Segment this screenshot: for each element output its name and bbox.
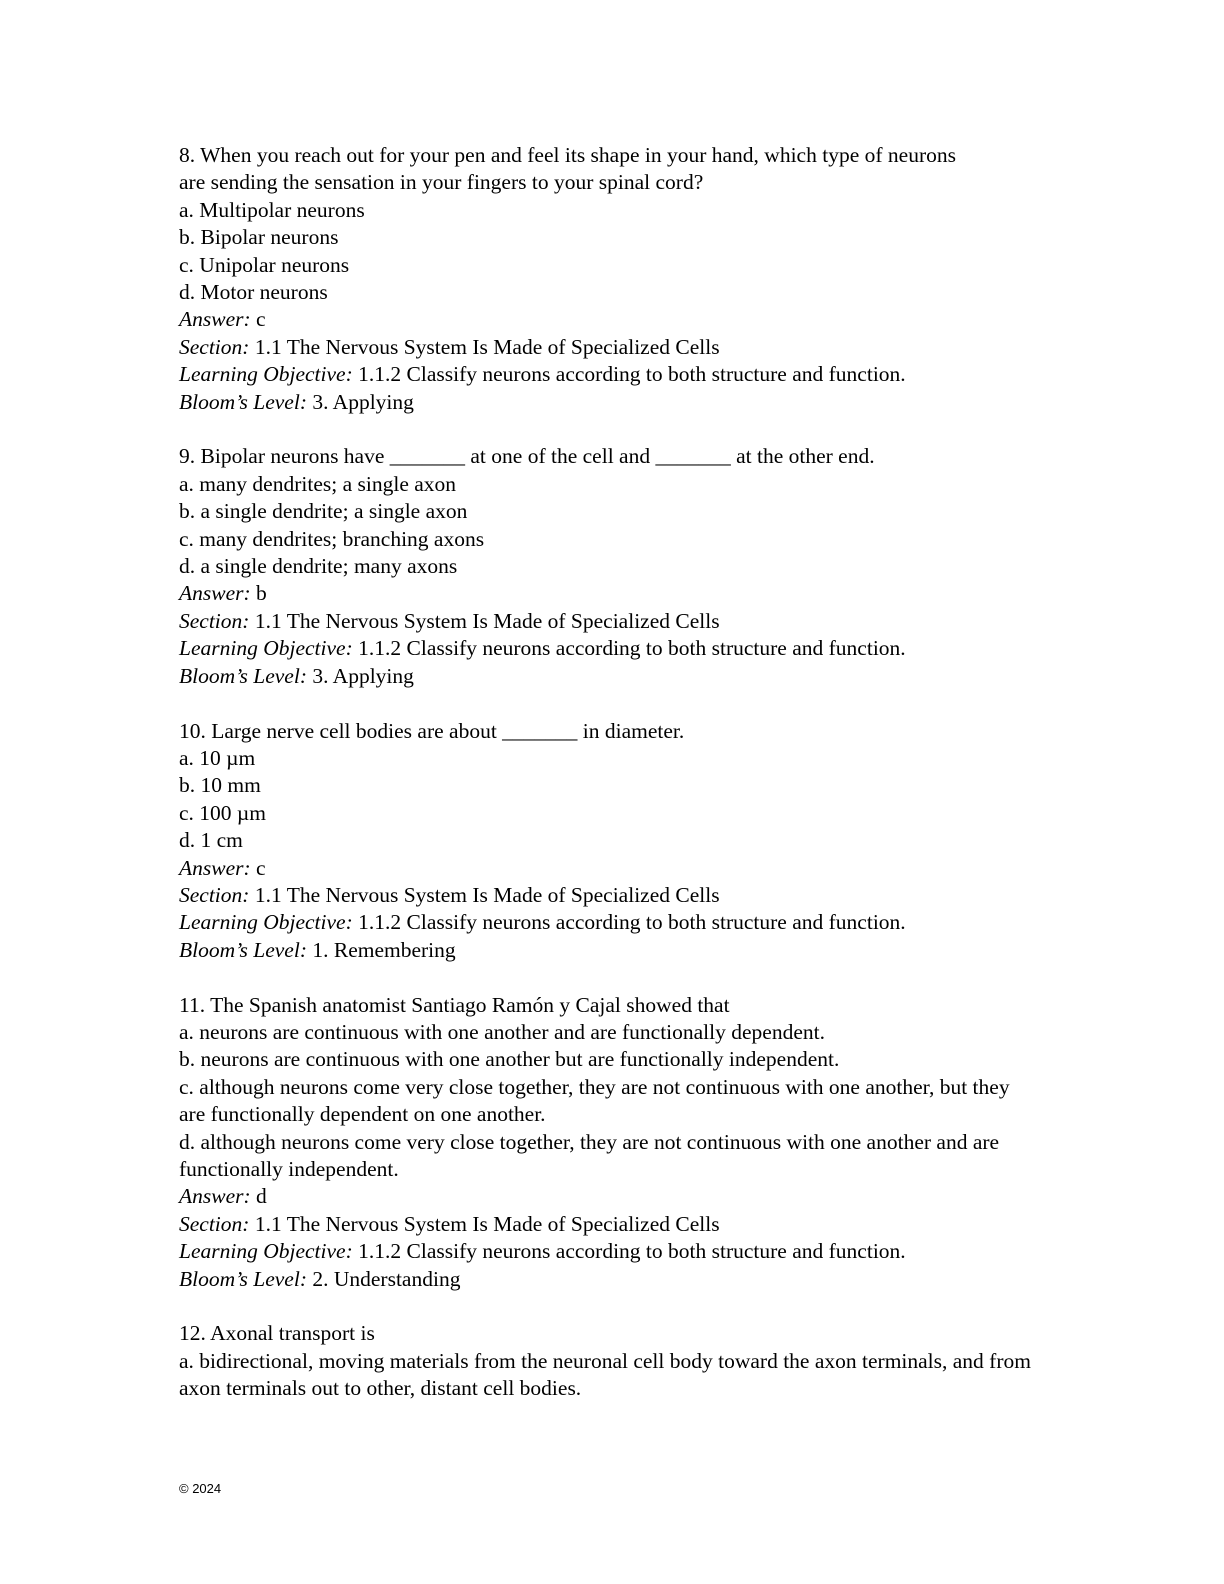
option-c: c. although neurons come very close together, they are not continuous with one another, but they are functionally dependent on one another.	[179, 1074, 1010, 1127]
option-d: d. although neurons come very close together, they are not continuous with one another and are functionally independent.	[179, 1129, 1000, 1181]
option-a: a. many dendrites; a single axon	[179, 471, 457, 496]
question-12	[179, 1320, 1049, 1402]
question-10	[179, 718, 1049, 965]
option-d: d. a single dendrite; many axons	[179, 554, 458, 579]
blooms-level-label: Bloom’s Level:	[179, 389, 307, 414]
section-row	[179, 882, 1049, 909]
option-d: d. Motor neurons	[179, 280, 328, 305]
section-value: 1.1 The Nervous System Is Made of Specialized Cells	[254, 608, 720, 633]
answer-value: d	[256, 1184, 267, 1209]
option-b: b. neurons are continuous with one another but are functionally independent.	[179, 1047, 840, 1072]
blooms-level-value: 1. Remembering	[312, 937, 456, 962]
question-stem: 10. Large nerve cell bodies are about _______ in diameter.	[179, 718, 685, 743]
learning-objective-label: Learning Objective:	[179, 1239, 353, 1264]
blooms-level-row	[179, 663, 1049, 690]
learning-objective-label: Learning Objective:	[179, 362, 353, 387]
copyright-footer: © 2024	[179, 1481, 222, 1496]
learning-objective-row	[179, 635, 1049, 662]
learning-objective-row	[179, 361, 1049, 388]
section-value: 1.1 The Nervous System Is Made of Specialized Cells	[254, 334, 720, 359]
section-row	[179, 334, 1049, 361]
option-a: a. Multipolar neurons	[179, 197, 365, 222]
learning-objective-value: 1.1.2 Classify neurons according to both structure and function.	[358, 362, 906, 387]
answer-label: Answer:	[179, 1184, 251, 1209]
answer-value: b	[256, 581, 267, 606]
blooms-level-label: Bloom’s Level:	[179, 1266, 307, 1291]
question-9	[179, 443, 1049, 690]
answer-row	[179, 1183, 1049, 1210]
option-c: c. many dendrites; branching axons	[179, 526, 485, 551]
answer-row	[179, 855, 1049, 882]
question-11	[179, 992, 1049, 1293]
page-content	[179, 142, 1049, 1430]
option-c: c. 100 µm	[179, 800, 267, 825]
section-label: Section:	[179, 334, 250, 359]
learning-objective-value: 1.1.2 Classify neurons according to both structure and function.	[358, 1239, 906, 1264]
option-c: c. Unipolar neurons	[179, 252, 350, 277]
option-a: a. neurons are continuous with one another and are functionally dependent.	[179, 1019, 825, 1044]
answer-label: Answer:	[179, 307, 251, 332]
answer-row	[179, 580, 1049, 607]
section-value: 1.1 The Nervous System Is Made of Specialized Cells	[254, 882, 720, 907]
blooms-level-label: Bloom’s Level:	[179, 663, 307, 688]
blooms-level-value: 3. Applying	[312, 389, 414, 414]
blooms-level-value: 3. Applying	[312, 663, 414, 688]
question-stem: 12. Axonal transport is	[179, 1321, 375, 1346]
question-stem: 8. When you reach out for your pen and feel its shape in your hand, which type of neurons are sending the sensation in your fingers to your spinal cord?	[179, 143, 956, 195]
section-value: 1.1 The Nervous System Is Made of Specialized Cells	[254, 1211, 720, 1236]
blooms-level-value: 2. Understanding	[312, 1266, 461, 1291]
section-row	[179, 608, 1049, 635]
blooms-level-row	[179, 1266, 1049, 1293]
learning-objective-label: Learning Objective:	[179, 910, 353, 935]
question-stem: 9. Bipolar neurons have _______ at one of the cell and _______ at the other end.	[179, 444, 875, 469]
question-8	[179, 142, 1049, 416]
option-b: b. Bipolar neurons	[179, 225, 339, 250]
learning-objective-row	[179, 909, 1049, 936]
answer-value: c	[256, 855, 266, 880]
blooms-level-row	[179, 937, 1049, 964]
section-label: Section:	[179, 1211, 250, 1236]
answer-row	[179, 306, 1049, 333]
section-row	[179, 1211, 1049, 1238]
learning-objective-label: Learning Objective:	[179, 636, 353, 661]
answer-value: c	[256, 307, 266, 332]
option-b: b. 10 mm	[179, 773, 261, 798]
learning-objective-value: 1.1.2 Classify neurons according to both structure and function.	[358, 910, 906, 935]
answer-label: Answer:	[179, 855, 251, 880]
blooms-level-label: Bloom’s Level:	[179, 937, 307, 962]
answer-label: Answer:	[179, 581, 251, 606]
section-label: Section:	[179, 882, 250, 907]
option-b: b. a single dendrite; a single axon	[179, 499, 468, 524]
option-d: d. 1 cm	[179, 828, 243, 853]
learning-objective-value: 1.1.2 Classify neurons according to both structure and function.	[358, 636, 906, 661]
option-a: a. 10 µm	[179, 745, 256, 770]
question-stem: 11. The Spanish anatomist Santiago Ramón y Cajal showed that	[179, 992, 730, 1017]
section-label: Section:	[179, 608, 250, 633]
option-a: a. bidirectional, moving materials from the neuronal cell body toward the axon terminals, and from axon terminals out to other, distant cell bodies.	[179, 1348, 1031, 1401]
learning-objective-row	[179, 1238, 1049, 1265]
blooms-level-row	[179, 389, 1049, 416]
